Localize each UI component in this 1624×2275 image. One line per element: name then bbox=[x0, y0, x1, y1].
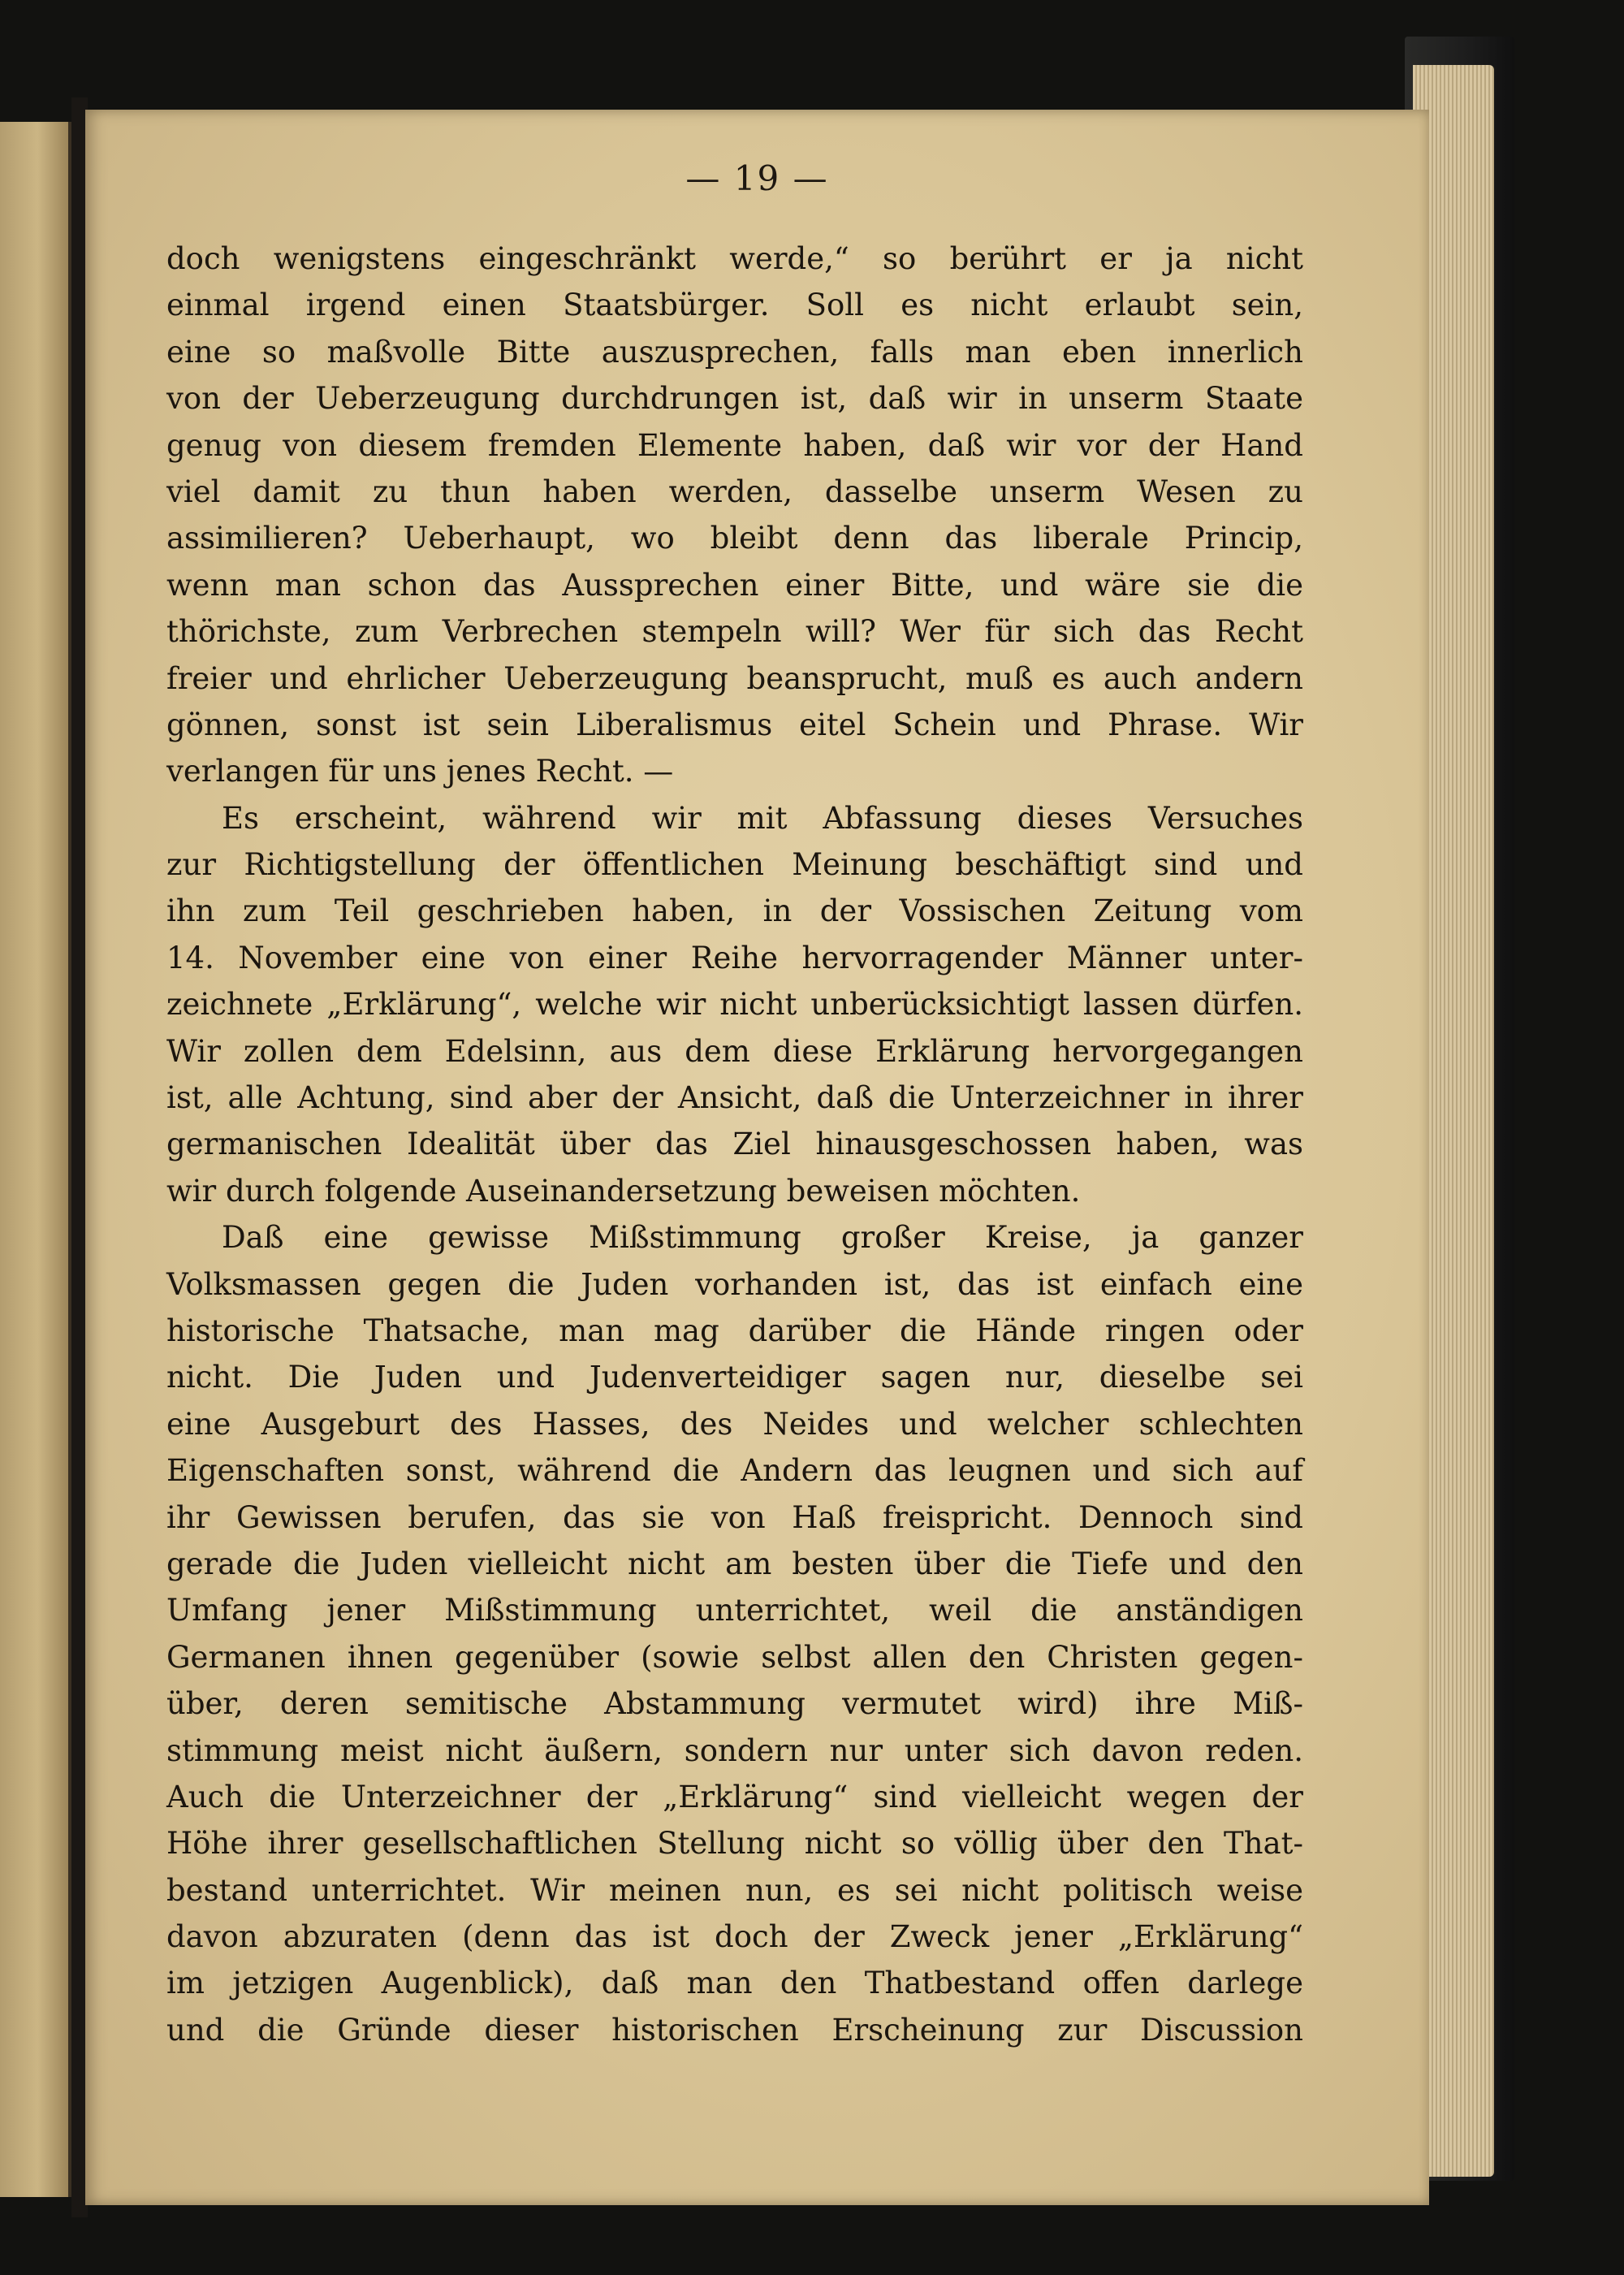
text-line: ihn zum Teil geschrieben haben, in der Vossischen Zeitung vom bbox=[166, 893, 1303, 929]
text-line: Auch die Unterzeichner der „Erklärung“ sind vielleicht wegen der bbox=[166, 1779, 1303, 1814]
text-line: davon abzuraten (denn das ist doch der Zweck jener „Erklärung“ bbox=[166, 1919, 1303, 1955]
text-line: freier und ehrlicher Ueberzeugung beansprucht, muß es auch andern bbox=[166, 660, 1303, 696]
text-line: über, deren semitische Abstammung vermutet wird) ihre Miß- bbox=[166, 1686, 1303, 1722]
text-line: gönnen, sonst ist sein Liberalismus eitel Schein und Phrase. Wir bbox=[166, 707, 1303, 742]
text-line: einmal irgend einen Staatsbürger. Soll es nicht erlaubt sein, bbox=[166, 288, 1303, 323]
text-line: thörichste, zum Verbrechen stempeln will? Wer für sich das Recht bbox=[166, 614, 1303, 650]
text-line: ist, alle Achtung, sind aber der Ansicht, daß die Unterzeichner in ihrer bbox=[166, 1080, 1303, 1116]
page-number: — 19 — bbox=[685, 158, 829, 198]
text-line: Germanen ihnen gegenüber (sowie selbst allen den Christen gegen- bbox=[166, 1639, 1303, 1675]
paragraph-start-line: Daß eine gewisse Mißstimmung großer Kreise, ja ganzer bbox=[222, 1220, 1303, 1256]
text-line: bestand unterrichtet. Wir meinen nun, es sei nicht politisch weise bbox=[166, 1872, 1303, 1908]
text-line: und die Gründe dieser historischen Erscheinung zur Discussion bbox=[166, 2012, 1303, 2048]
text-line: eine Ausgeburt des Hasses, des Neides und welcher schlechten bbox=[166, 1406, 1303, 1442]
left-page-edge bbox=[0, 122, 71, 2197]
text-line: 14. November eine von einer Reihe hervorragender Männer unter- bbox=[166, 940, 1303, 975]
text-line: viel damit zu thun haben werden, dasselbe unserm Wesen zu bbox=[166, 474, 1303, 509]
text-line: wenn man schon das Aussprechen einer Bitte, und wäre sie die bbox=[166, 567, 1303, 603]
text-line: von der Ueberzeugung durchdrungen ist, daß wir in unserm Staate bbox=[166, 381, 1303, 417]
paragraph-end-line: verlangen für uns jenes Recht. — bbox=[166, 754, 674, 789]
text-line: zur Richtigstellung der öffentlichen Meinung beschäftigt sind und bbox=[166, 847, 1303, 883]
text-line: genug von diesem fremden Elemente haben, daß wir vor der Hand bbox=[166, 427, 1303, 463]
text-line: Umfang jener Mißstimmung unterrichtet, weil die anständigen bbox=[166, 1593, 1303, 1628]
text-line: ihr Gewissen berufen, das sie von Haß freispricht. Dennoch sind bbox=[166, 1499, 1303, 1535]
text-line: doch wenigstens eingeschränkt werde,“ so berührt er ja nicht bbox=[166, 241, 1303, 276]
text-line: germanischen Idealität über das Ziel hinausgeschossen haben, was bbox=[166, 1127, 1303, 1162]
text-line: stimmung meist nicht äußern, sondern nur unter sich davon reden. bbox=[166, 1732, 1303, 1768]
text-line: eine so maßvolle Bitte auszusprechen, falls man eben innerlich bbox=[166, 334, 1303, 370]
text-line: gerade die Juden vielleicht nicht am besten über die Tiefe und den bbox=[166, 1546, 1303, 1581]
text-line: nicht. Die Juden und Judenverteidiger sagen nur, dieselbe sei bbox=[166, 1360, 1303, 1395]
text-line: Volksmassen gegen die Juden vorhanden ist, das ist einfach eine bbox=[166, 1266, 1303, 1302]
text-line: Eigenschaften sonst, während die Andern das leugnen und sich auf bbox=[166, 1453, 1303, 1489]
page-body bbox=[166, 236, 1303, 2053]
text-line: im jetzigen Augenblick), daß man den Thatbestand offen darlege bbox=[166, 1966, 1303, 2001]
text-line: historische Thatsache, man mag darüber die Hände ringen oder bbox=[166, 1313, 1303, 1348]
text-line: Höhe ihrer gesellschaftlichen Stellung nicht so völlig über den That- bbox=[166, 1826, 1303, 1862]
text-line: assimilieren? Ueberhaupt, wo bleibt denn das liberale Princip, bbox=[166, 521, 1303, 556]
paragraph-end-line: wir durch folgende Auseinandersetzung beweisen möchten. bbox=[166, 1173, 1081, 1209]
paragraph-start-line: Es erscheint, während wir mit Abfassung dieses Versuches bbox=[222, 800, 1303, 836]
text-line: zeichnete „Erklärung“, welche wir nicht unberücksichtigt lassen dürfen. bbox=[166, 987, 1303, 1023]
text-line: Wir zollen dem Edelsinn, aus dem diese Erklärung hervorgegangen bbox=[166, 1033, 1303, 1069]
